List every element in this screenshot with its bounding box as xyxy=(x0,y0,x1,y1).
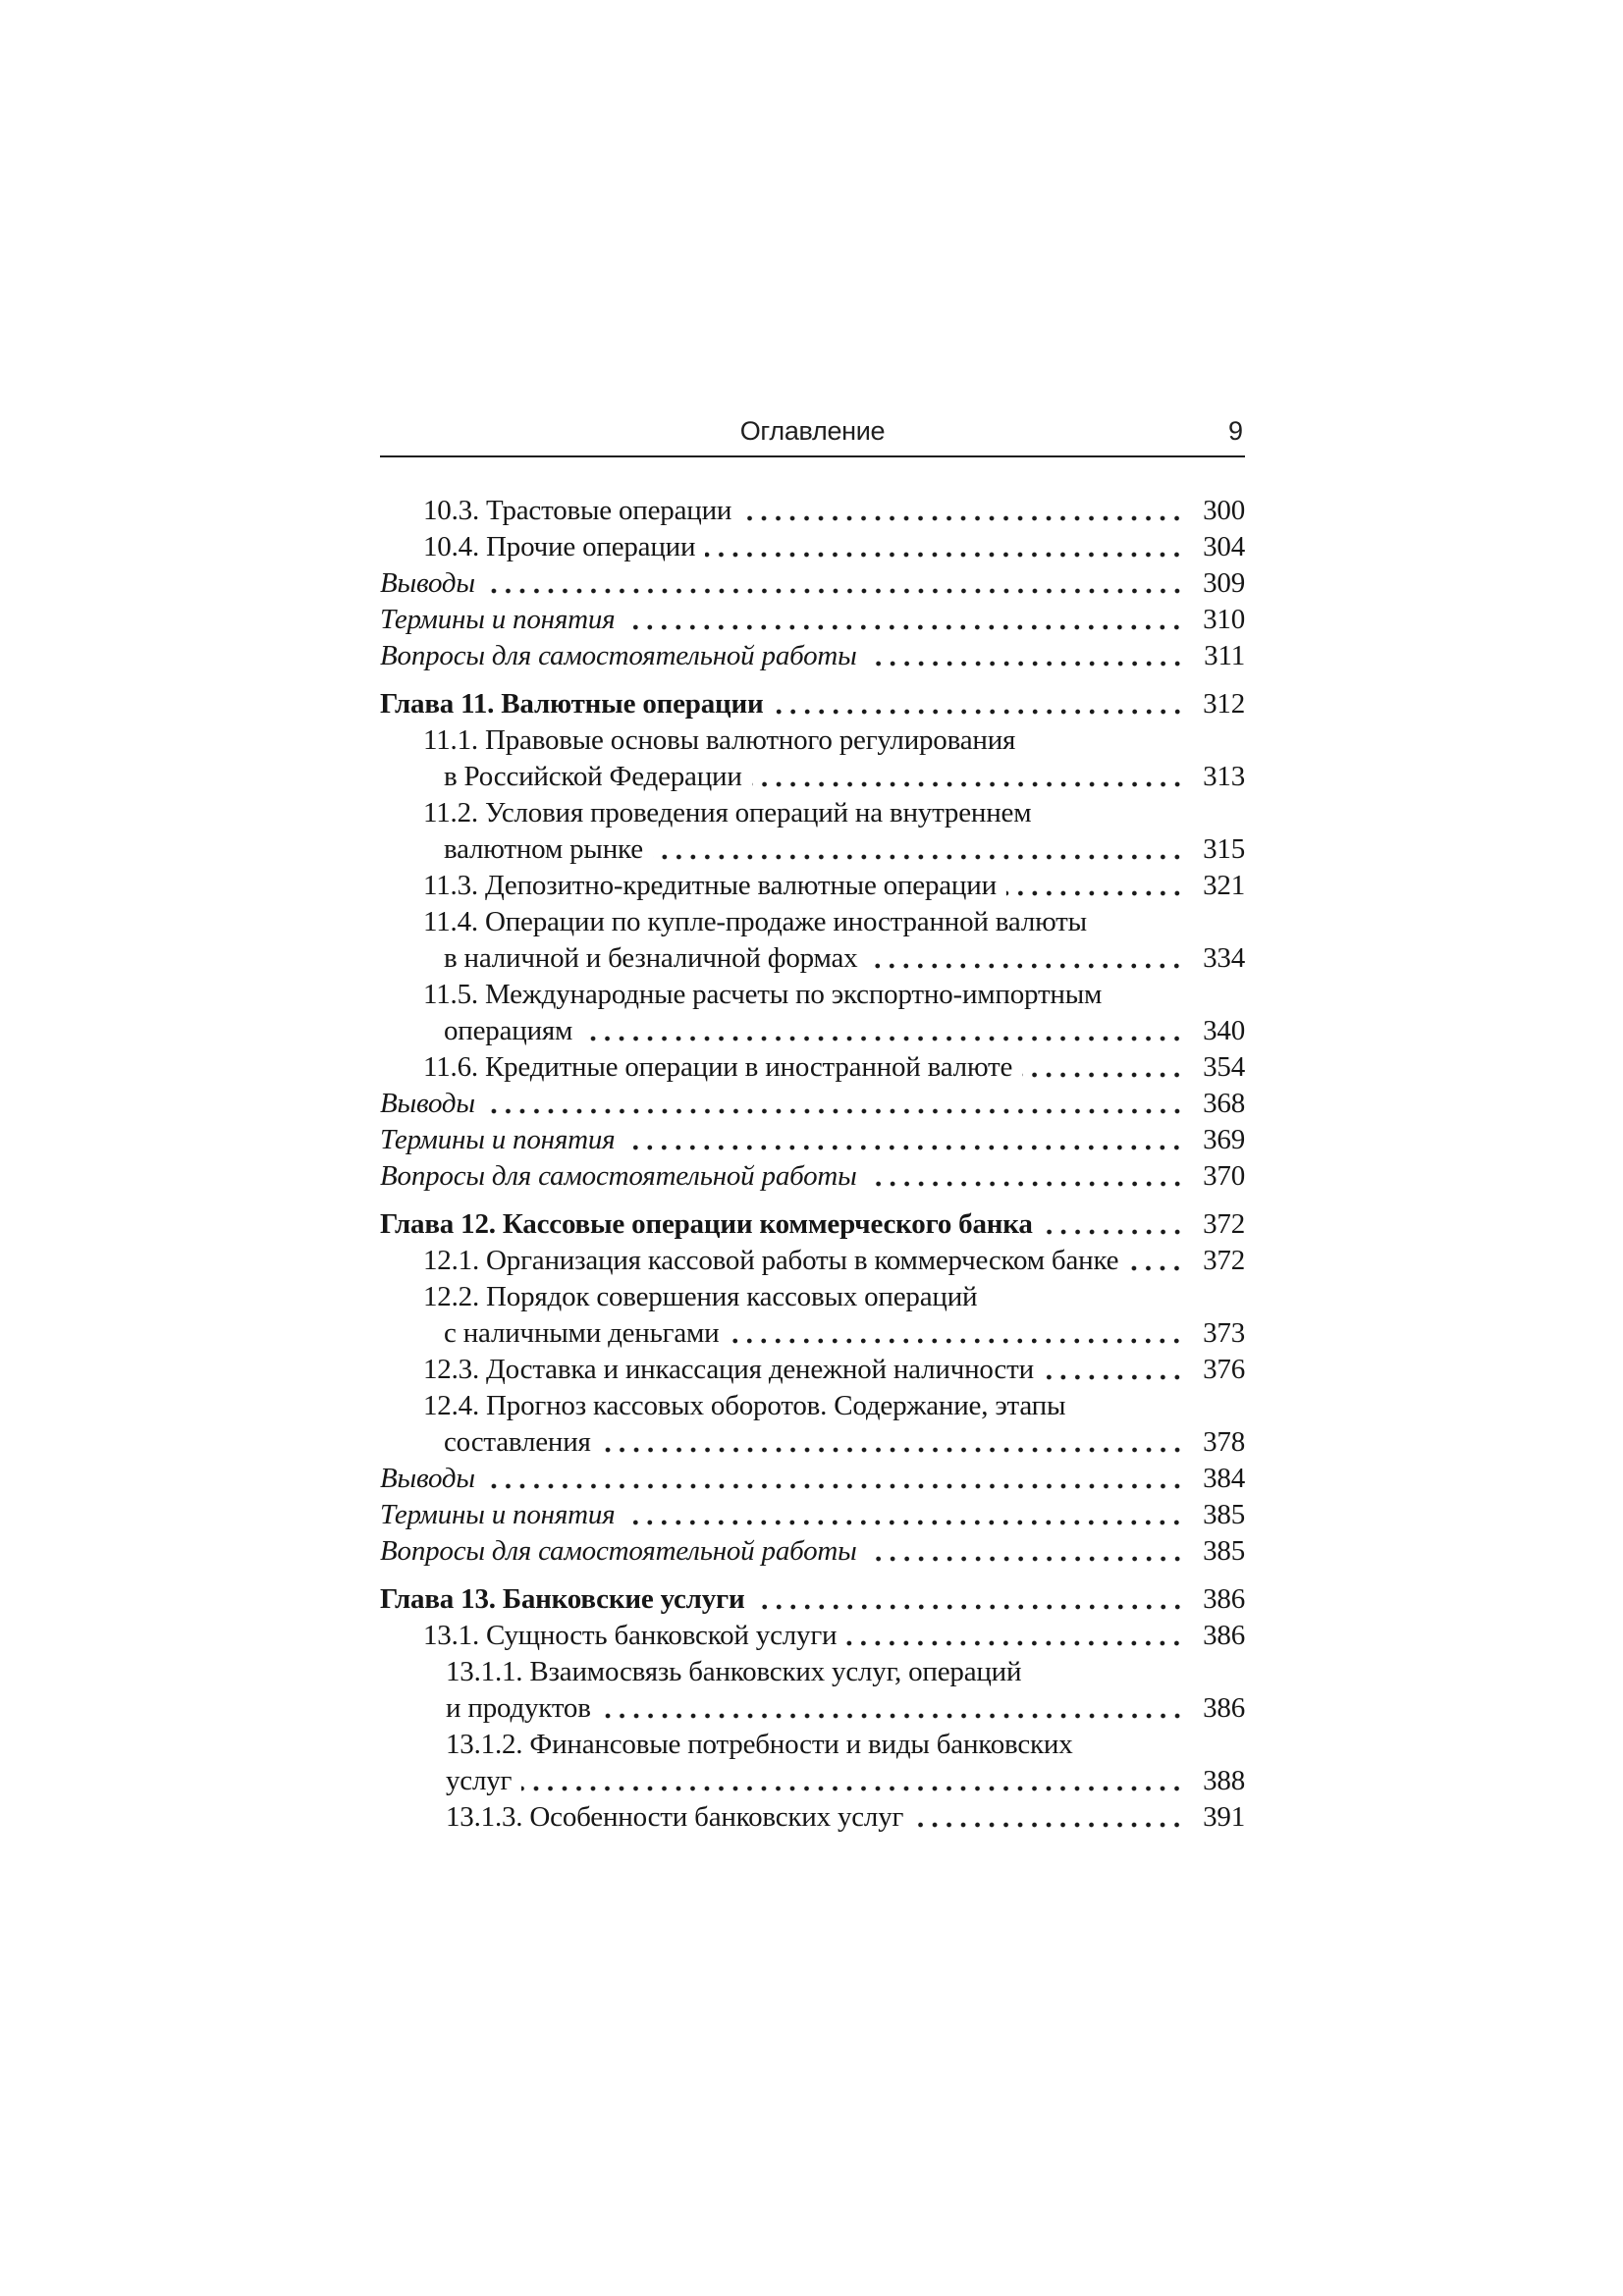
toc-entry-line xyxy=(380,977,1245,1013)
toc-entry-text: Глава 12. Кассовые операции коммерческого банка xyxy=(380,1208,1033,1240)
toc-entry-line xyxy=(380,1690,1245,1727)
page-number: 9 xyxy=(1227,416,1243,446)
toc-entry-text: 11.6. Кредитные операции в иностранной валюте xyxy=(423,1051,1013,1083)
toc-leader-dots xyxy=(741,493,1186,529)
toc-entry-line xyxy=(380,722,1245,759)
toc-page-number: 315 xyxy=(1203,833,1245,865)
toc-entry-line xyxy=(380,638,1245,674)
toc-entry xyxy=(380,1461,1245,1497)
toc-page-number: 334 xyxy=(1203,942,1245,974)
toc-page-number: 386 xyxy=(1203,1620,1245,1651)
toc-entry-line xyxy=(380,1618,1245,1654)
toc-page-number: 385 xyxy=(1203,1535,1245,1567)
toc-entry xyxy=(380,1654,1245,1727)
toc-entry-line xyxy=(380,1497,1245,1533)
toc-leader-dots xyxy=(1128,1243,1186,1279)
toc-page-number: 321 xyxy=(1203,870,1245,901)
toc-entry-text: 10.3. Трастовые операции xyxy=(423,495,732,526)
toc-entry-text: Выводы xyxy=(380,567,475,599)
toc-leader-dots xyxy=(653,831,1186,868)
toc-leader-dots xyxy=(867,1158,1186,1195)
page-title: Оглавление xyxy=(739,416,886,446)
toc-page-number: 391 xyxy=(1203,1801,1245,1833)
content-column xyxy=(380,416,1245,1836)
toc-entry-text: и продуктов xyxy=(446,1692,591,1724)
toc-entry-text: 12.1. Организация кассовой работы в коммерческом банке xyxy=(423,1245,1119,1276)
toc-entry xyxy=(380,1086,1245,1122)
toc-entry-text: Вопросы для самостоятельной работы xyxy=(380,1535,857,1567)
toc-entry-text: 11.2. Условия проведения операций на внутреннем xyxy=(423,797,1032,828)
toc-entry-text: 11.1. Правовые основы валютного регулирования xyxy=(423,724,1016,756)
toc-leader-dots xyxy=(1044,1352,1186,1388)
toc-entry xyxy=(380,602,1245,638)
toc-entry xyxy=(380,493,1245,529)
toc-entry-line xyxy=(380,868,1245,904)
toc-leader-dots xyxy=(867,940,1186,977)
toc-page-number: 384 xyxy=(1203,1463,1245,1494)
toc-leader-dots xyxy=(485,1086,1186,1122)
toc-entry-text: Вопросы для самостоятельной работы xyxy=(380,640,857,671)
toc-page-number: 376 xyxy=(1203,1354,1245,1385)
toc-entry-text: операциям xyxy=(444,1015,573,1046)
toc-leader-dots xyxy=(582,1013,1186,1049)
toc-entry-text: 13.1.1. Взаимосвязь банковских услуг, операций xyxy=(446,1656,1022,1687)
toc-entry xyxy=(380,1279,1245,1352)
toc-entry xyxy=(380,1243,1245,1279)
toc-page-number: 386 xyxy=(1203,1692,1245,1724)
toc-entry-text: услуг xyxy=(446,1765,513,1796)
toc-entry xyxy=(380,529,1245,565)
toc-page-number: 309 xyxy=(1203,567,1245,599)
toc-page-number: 372 xyxy=(1203,1208,1245,1240)
toc-leader-dots xyxy=(755,1581,1186,1618)
toc-entry xyxy=(380,1388,1245,1461)
toc-leader-dots xyxy=(705,529,1186,565)
toc-page-number: 370 xyxy=(1203,1160,1245,1192)
toc-entry-text: Глава 11. Валютные операции xyxy=(380,688,764,720)
toc-page-number: 388 xyxy=(1203,1765,1245,1796)
toc-page-number: 386 xyxy=(1203,1583,1245,1615)
toc-page-number: 310 xyxy=(1203,604,1245,635)
toc-entry xyxy=(380,1799,1245,1836)
toc-entry-line xyxy=(380,1533,1245,1570)
toc-entry xyxy=(380,795,1245,868)
toc-entry-text: в наличной и безналичной формах xyxy=(444,942,858,974)
toc-page-number: 368 xyxy=(1203,1088,1245,1119)
toc-entry-line xyxy=(380,1799,1245,1836)
toc-leader-dots xyxy=(1043,1206,1186,1243)
toc-entry-line xyxy=(380,1279,1245,1315)
toc-entry-text: Термины и понятия xyxy=(380,1124,616,1155)
toc-entry-line xyxy=(380,1315,1245,1352)
toc-entry-text: с наличными деньгами xyxy=(444,1317,720,1349)
toc-entry xyxy=(380,1497,1245,1533)
toc-entry-line xyxy=(380,686,1245,722)
toc-entry xyxy=(380,686,1245,722)
toc-entry xyxy=(380,1158,1245,1195)
toc-entry-line xyxy=(380,1654,1245,1690)
toc-entry-line xyxy=(380,1352,1245,1388)
toc-entry xyxy=(380,1727,1245,1799)
toc-page-number: 354 xyxy=(1203,1051,1245,1083)
toc xyxy=(380,493,1245,1836)
toc-entry-line xyxy=(380,529,1245,565)
toc-entry xyxy=(380,1618,1245,1654)
toc-entry-line xyxy=(380,1243,1245,1279)
toc-entry-text: Выводы xyxy=(380,1463,475,1494)
toc-page-number: 304 xyxy=(1203,531,1245,562)
toc-leader-dots xyxy=(913,1799,1186,1836)
toc-leader-dots xyxy=(729,1315,1186,1352)
toc-leader-dots xyxy=(601,1424,1186,1461)
toc-page-number: 385 xyxy=(1203,1499,1245,1530)
toc-entry-text: 11.4. Операции по купле-продаже иностранной валюты xyxy=(423,906,1087,937)
toc-leader-dots xyxy=(867,1533,1186,1570)
toc-entry-line xyxy=(380,1206,1245,1243)
toc-leader-dots xyxy=(521,1763,1186,1799)
toc-entry-line xyxy=(380,1461,1245,1497)
toc-entry xyxy=(380,1122,1245,1158)
toc-leader-dots xyxy=(774,686,1186,722)
toc-leader-dots xyxy=(624,1122,1186,1158)
toc-leader-dots xyxy=(624,602,1186,638)
toc-page-number: 373 xyxy=(1203,1317,1245,1349)
toc-entry-text: 12.4. Прогноз кассовых оборотов. Содержание, этапы xyxy=(423,1390,1066,1421)
toc-entry-line xyxy=(380,565,1245,602)
toc-page-number: 300 xyxy=(1203,495,1245,526)
toc-entry-line xyxy=(380,1122,1245,1158)
toc-entry-line xyxy=(380,759,1245,795)
toc-entry xyxy=(380,1049,1245,1086)
toc-leader-dots xyxy=(601,1690,1186,1727)
toc-entry-line xyxy=(380,1049,1245,1086)
toc-page-number: 313 xyxy=(1203,761,1245,792)
toc-entry-text: валютном рынке xyxy=(444,833,643,865)
toc-entry-line xyxy=(380,1763,1245,1799)
toc-entry-line xyxy=(380,1581,1245,1618)
toc-entry-line xyxy=(380,904,1245,940)
toc-entry-line xyxy=(380,940,1245,977)
toc-entry-text: в Российской Федерации xyxy=(444,761,742,792)
toc-entry-text: 12.3. Доставка и инкассация денежной наличности xyxy=(423,1354,1034,1385)
toc-entry-text: 13.1. Сущность банковской услуги xyxy=(423,1620,838,1651)
toc-entry xyxy=(380,1581,1245,1618)
toc-entry-line xyxy=(380,1727,1245,1763)
toc-entry-text: 12.2. Порядок совершения кассовых операций xyxy=(423,1281,978,1312)
toc-entry-text: 13.1.2. Финансовые потребности и виды банковских xyxy=(446,1729,1073,1760)
header-rule xyxy=(380,455,1245,457)
toc-leader-dots xyxy=(867,638,1186,674)
toc-page-number: 340 xyxy=(1203,1015,1245,1046)
toc-entry-line xyxy=(380,831,1245,868)
toc-entry-text: Глава 13. Банковские услуги xyxy=(380,1583,745,1615)
toc-entry xyxy=(380,868,1245,904)
toc-entry xyxy=(380,977,1245,1049)
toc-entry xyxy=(380,722,1245,795)
toc-entry-line xyxy=(380,795,1245,831)
toc-entry-text: Выводы xyxy=(380,1088,475,1119)
toc-leader-dots xyxy=(624,1497,1186,1533)
toc-entry xyxy=(380,1533,1245,1570)
toc-entry-line xyxy=(380,1388,1245,1424)
toc-entry-text: 13.1.3. Особенности банковских услуг xyxy=(446,1801,904,1833)
toc-entry-text: 11.5. Международные расчеты по экспортно-импортным xyxy=(423,979,1103,1010)
toc-entry-text: Термины и понятия xyxy=(380,1499,616,1530)
toc-entry xyxy=(380,638,1245,674)
toc-leader-dots xyxy=(752,759,1186,795)
toc-entry-line xyxy=(380,493,1245,529)
toc-entry xyxy=(380,565,1245,602)
toc-entry-text: составления xyxy=(444,1426,591,1458)
toc-leader-dots xyxy=(846,1618,1186,1654)
toc-leader-dots xyxy=(485,565,1186,602)
toc-leader-dots xyxy=(485,1461,1186,1497)
toc-entry-line xyxy=(380,1086,1245,1122)
toc-entry xyxy=(380,904,1245,977)
toc-entry-text: Термины и понятия xyxy=(380,604,616,635)
toc-leader-dots xyxy=(1022,1049,1186,1086)
running-head xyxy=(380,416,1245,455)
toc-entry-line xyxy=(380,602,1245,638)
toc-entry-line xyxy=(380,1158,1245,1195)
toc-page-number: 311 xyxy=(1204,640,1245,671)
toc-page-number: 312 xyxy=(1203,688,1245,720)
toc-entry xyxy=(380,1206,1245,1243)
toc-entry-line xyxy=(380,1013,1245,1049)
toc-page-number: 378 xyxy=(1203,1426,1245,1458)
toc-entry-text: 11.3. Депозитно-кредитные валютные операции xyxy=(423,870,997,901)
toc-page-number: 369 xyxy=(1203,1124,1245,1155)
toc-entry xyxy=(380,1352,1245,1388)
toc-entry-text: 10.4. Прочие операции xyxy=(423,531,696,562)
toc-page-number: 372 xyxy=(1203,1245,1245,1276)
toc-entry-line xyxy=(380,1424,1245,1461)
toc-entry-text: Вопросы для самостоятельной работы xyxy=(380,1160,857,1192)
toc-leader-dots xyxy=(1006,868,1186,904)
